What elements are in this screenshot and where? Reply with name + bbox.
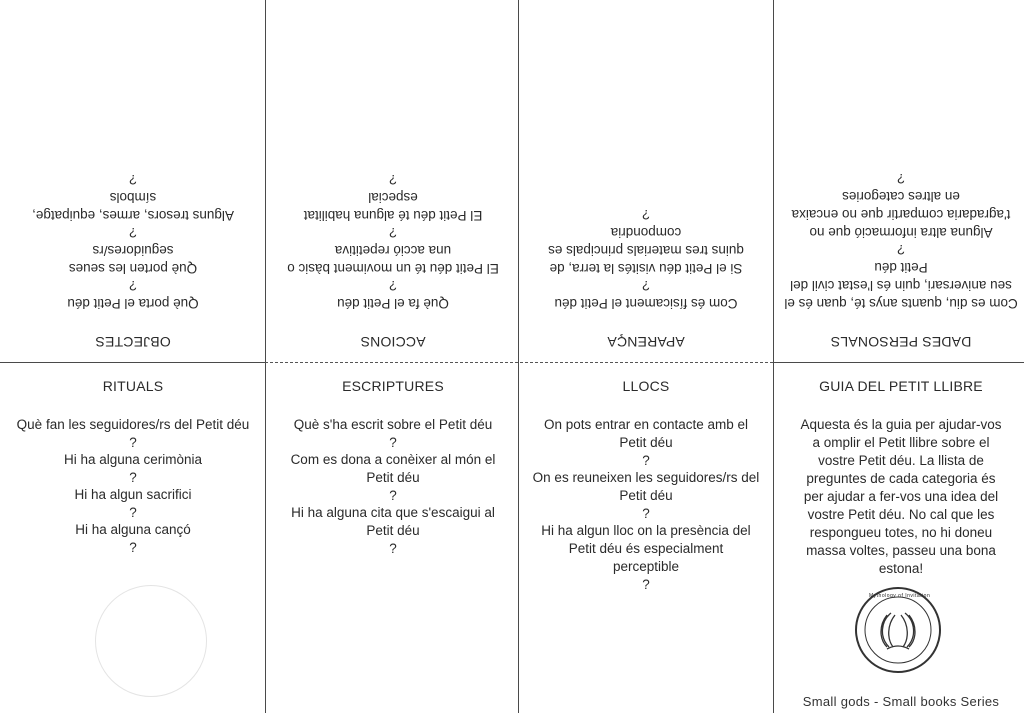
question: On pots entrar en contacte amb el Petit déu [543, 417, 749, 450]
question-mark: ? [129, 225, 137, 240]
fold-line-3 [773, 0, 774, 713]
question-mark: ? [897, 171, 905, 186]
question-mark: ? [129, 505, 137, 520]
faint-seal-left [95, 585, 207, 697]
panel-accions [266, 150, 520, 350]
question: El Petit déu té un moviment bàsic o una acció repetitiva [287, 243, 499, 276]
question-mark: ? [389, 225, 397, 240]
question-mark: ? [389, 435, 397, 450]
panel-title: ESCRIPTURES [342, 378, 444, 394]
question: On es reuneixen les seguidores/rs del Petit déu [532, 470, 760, 503]
question-mark: ? [897, 242, 905, 257]
emblem-text: Mythology of Invitation [869, 593, 931, 599]
panel-title: GUIA DEL PETIT LLIBRE [819, 378, 983, 394]
question-mark: ? [642, 207, 650, 222]
cut-line-dashed [265, 362, 773, 363]
panel-dades-personals [774, 150, 1024, 350]
fold-line-1 [265, 0, 266, 713]
fold-line-right [773, 362, 1024, 363]
question: El Petit déu té alguna habilitat especial [303, 190, 483, 223]
question: Què s'ha escrit sobre el Petit déu [293, 417, 493, 432]
series-footer: Small gods - Small books Series [802, 694, 1000, 709]
question-mark: ? [642, 577, 650, 592]
question: Què porten les seues seguidores/rs [68, 243, 198, 276]
panel-objectes [6, 150, 260, 350]
question: Hi ha algun lloc on la presència del Petit déu és especialment perceptible [541, 523, 751, 574]
fold-line-2 [518, 0, 519, 713]
panel-escriptures [266, 378, 520, 557]
question: Què fan les seguidores/rs del Petit déu [16, 417, 250, 432]
question-mark: ? [129, 470, 137, 485]
guide-text: Aquesta és la guia per ajudar-vos a omplir el Petit llibre sobre el vostre Petit déu. La llista de preguntes de cada categoria és per ajudar a fer-vos una idea del vostre Petit déu. No cal que les respongueu totes, no hi doneu massa voltes, passeu una bona estona! [800, 417, 1002, 576]
question: Hi ha alguna cançó [75, 522, 191, 537]
panel-rituals [6, 378, 260, 556]
panel-title: RITUALS [102, 378, 164, 394]
panel-title: DADES PERSONALS [830, 334, 972, 350]
question-mark: ? [129, 172, 137, 187]
question: Com es diu, quants anys té, quan és el seu aniversari, quin és l'estat civil del Petit déu [784, 260, 1018, 311]
question-mark: ? [129, 435, 137, 450]
question-mark: ? [642, 506, 650, 521]
question-mark: ? [389, 541, 397, 556]
question: Hi ha algun sacrifici [74, 487, 192, 502]
question-mark: ? [389, 278, 397, 293]
question: Què fa el Petit déu [337, 296, 449, 311]
panel-title: OBJECTES [95, 334, 171, 350]
question: Alguns tresors, armes, equipatge, símbols [32, 190, 234, 223]
question-mark: ? [389, 488, 397, 503]
panel-title: ACCIONS [360, 334, 426, 350]
question: Com es dona a conèixer al món el Petit déu [290, 452, 496, 485]
question: Alguna altra informació que no t'agradaria compartir que no encaixa en altres categories [791, 189, 1011, 240]
panel-aparenca [519, 150, 773, 350]
question-mark: ? [129, 278, 137, 293]
fold-line-left [0, 362, 265, 363]
question: Hi ha alguna cita que s'escaigui al Petit déu [291, 505, 495, 538]
question-mark: ? [642, 278, 650, 293]
panel-llocs [519, 378, 773, 593]
panel-title: APARENÇA [607, 334, 685, 350]
question: Com és físicament el Petit déu [554, 296, 738, 311]
panel-guia [774, 378, 1024, 578]
question-mark: ? [389, 172, 397, 187]
question: Hi ha alguna cerimònia [63, 452, 203, 467]
question-mark: ? [129, 540, 137, 555]
question-mark: ? [642, 453, 650, 468]
mythology-emblem [843, 585, 953, 675]
question: Si el Petit déu visités la terra, de quins tres materials principals es compondria [548, 225, 744, 276]
panel-title: LLOCS [622, 378, 670, 394]
question: Què porta el Petit déu [67, 296, 199, 311]
